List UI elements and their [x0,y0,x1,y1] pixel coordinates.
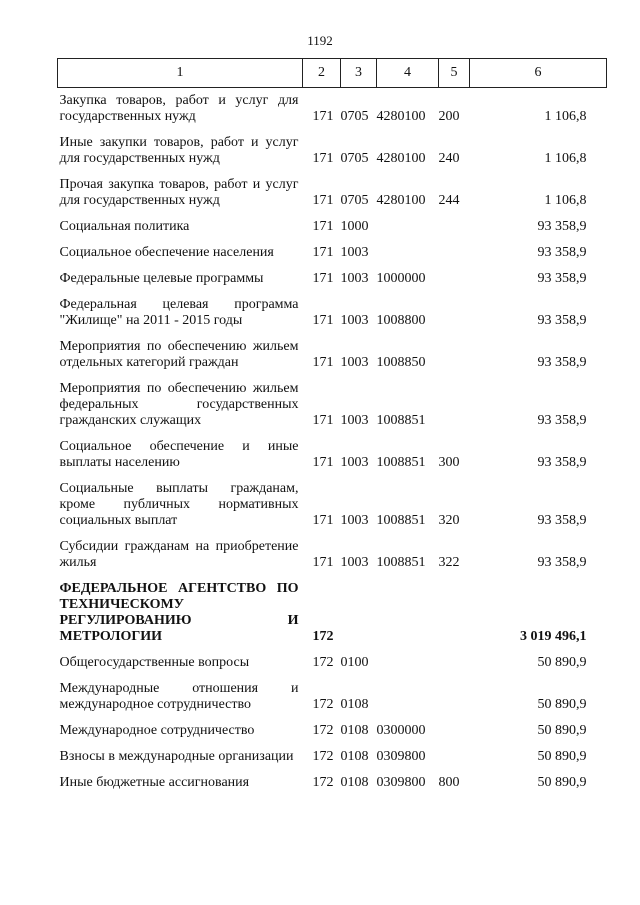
row-c5-cell [439,576,470,650]
row-c4-cell: 1008851 [376,513,426,528]
row-c3-cell: 1003 [340,555,369,570]
row-c3-cell: 1003 [340,313,369,328]
row-name-cell: Иные закупки товаров, работ и услуг для государственных нужд [59,135,299,166]
row-c3-cell: 1003 [340,271,369,286]
row-c2-cell: 172 [312,655,334,670]
table-row [58,130,607,172]
row-name-cell: Федеральная целевая программа "Жилище" на 2011 - 2015 годы [59,297,299,328]
table-row [58,434,607,476]
row-c4-cell: 1008851 [376,455,426,470]
row-c6-cell: 1 106,8 [544,109,587,124]
row-name-cell: Социальное обеспечение населения [59,245,274,260]
row-c5-cell [439,334,470,376]
row-c2-cell: 171 [312,313,334,328]
row-c2-cell: 171 [312,151,334,166]
row-c2-cell: 171 [312,513,334,528]
column-header: 2 [303,59,341,88]
row-c4-cell: 1008850 [376,355,426,370]
row-c3-cell: 0108 [340,749,369,764]
row-c6-cell: 1 106,8 [544,193,587,208]
row-c6-cell: 93 358,9 [537,455,587,470]
row-c3-cell: 1003 [340,413,369,428]
column-header: 1 [58,59,303,88]
row-c6-cell: 50 890,9 [537,749,587,764]
table-row [58,744,607,770]
row-c6-cell: 93 358,9 [537,513,587,528]
budget-table [57,58,607,796]
column-header: 6 [470,59,607,88]
row-c2-cell: 171 [312,455,334,470]
row-c2-cell: 171 [312,219,334,234]
row-name-cell: Взносы в международные организации [59,749,294,764]
row-c5-cell: 240 [438,151,460,166]
row-c5-cell [439,292,470,334]
row-c5-cell [439,718,470,744]
row-name-cell: Прочая закупка товаров, работ и услуг для государственных нужд [59,177,299,208]
row-c4-cell: 4280100 [376,151,426,166]
table-row [58,172,607,214]
row-c3-cell: 0705 [340,151,369,166]
table-row [58,214,607,240]
row-name-cell: Закупка товаров, работ и услуг для государственных нужд [59,93,299,124]
row-c6-cell: 93 358,9 [537,555,587,570]
table-row [58,718,607,744]
row-c5-cell: 322 [438,555,460,570]
row-c2-cell: 171 [312,413,334,428]
row-name-cell: Общегосударственные вопросы [59,655,250,670]
row-c3-cell: 0108 [340,775,369,790]
row-c5-cell [439,676,470,718]
row-c6-cell: 93 358,9 [537,245,587,260]
table-row [58,240,607,266]
row-name-cell: ФЕДЕРАЛЬНОЕ АГЕНТСТВО ПО ТЕХНИЧЕСКОМУ РЕГУЛИРОВАНИЮ И МЕТРОЛОГИИ [59,581,299,644]
row-c5-cell [439,650,470,676]
row-c3-cell: 1003 [340,455,369,470]
table-row [58,650,607,676]
row-c2-cell: 172 [312,697,334,712]
row-c4-cell [377,650,439,676]
row-c2-cell: 171 [312,193,334,208]
row-name-cell: Мероприятия по обеспечению жильем федеральных государственных гражданских служащих [59,381,299,428]
column-header: 5 [439,59,470,88]
row-c5-cell [439,376,470,434]
row-c2-cell: 171 [312,355,334,370]
row-c4-cell: 1008800 [376,313,426,328]
row-c2-cell: 171 [312,109,334,124]
row-c6-cell: 1 106,8 [544,151,587,166]
row-name-cell: Социальная политика [59,219,190,234]
table-header-row [58,59,607,88]
row-c5-cell [439,266,470,292]
row-c6-cell: 93 358,9 [537,355,587,370]
row-c5-cell: 200 [438,109,460,124]
table-row [58,476,607,534]
row-c2-cell: 172 [312,629,334,644]
row-name-cell: Международное сотрудничество [59,723,255,738]
row-c6-cell: 50 890,9 [537,655,587,670]
row-c4-cell: 4280100 [376,109,426,124]
column-header: 3 [341,59,377,88]
row-c4-cell [377,240,439,266]
row-c5-cell [439,214,470,240]
row-name-cell: Иные бюджетные ассигнования [59,775,250,790]
row-c3-cell: 0100 [340,655,369,670]
row-c2-cell: 171 [312,245,334,260]
table-row [58,534,607,576]
row-c6-cell: 3 019 496,1 [520,629,587,644]
row-c4-cell [377,676,439,718]
row-c3-cell: 0705 [340,193,369,208]
row-c6-cell: 50 890,9 [537,697,587,712]
row-c4-cell [377,576,439,650]
row-c6-cell: 50 890,9 [537,723,587,738]
row-c6-cell: 93 358,9 [537,313,587,328]
row-c6-cell: 50 890,9 [537,775,587,790]
row-c5-cell: 300 [438,455,460,470]
row-c3-cell: 0108 [340,723,369,738]
row-c4-cell: 4280100 [376,193,426,208]
row-c4-cell [377,214,439,240]
row-name-cell: Субсидии гражданам на приобретение жилья [59,539,299,570]
table-row [58,576,607,650]
row-c3-cell: 0108 [340,697,369,712]
row-c4-cell: 1000000 [376,271,426,286]
table-row [58,292,607,334]
row-c2-cell: 172 [312,723,334,738]
table-row [58,770,607,796]
row-c4-cell: 0309800 [376,775,426,790]
row-name-cell: Социальное обеспечение и иные выплаты населению [59,439,299,470]
table-row [58,334,607,376]
table-row [58,266,607,292]
column-header: 4 [377,59,439,88]
row-c3-cell: 1000 [340,219,369,234]
row-name-cell: Федеральные целевые программы [59,271,264,286]
row-c3-cell [341,576,377,650]
row-name-cell: Мероприятия по обеспечению жильем отдельных категорий граждан [59,339,299,370]
row-name-cell: Социальные выплаты гражданам, кроме публичных нормативных социальных выплат [59,481,299,528]
row-c6-cell: 93 358,9 [537,219,587,234]
row-c6-cell: 93 358,9 [537,271,587,286]
row-c3-cell: 1003 [340,513,369,528]
row-name-cell: Международные отношения и международное сотрудничество [59,681,299,712]
row-c3-cell: 1003 [340,355,369,370]
row-c5-cell [439,240,470,266]
row-c3-cell: 1003 [340,245,369,260]
row-c6-cell: 93 358,9 [537,413,587,428]
row-c5-cell: 244 [438,193,460,208]
page-number: 1192 [307,33,333,48]
table-row [58,676,607,718]
row-c4-cell: 1008851 [376,555,426,570]
row-c4-cell: 0309800 [376,749,426,764]
table-row [58,376,607,434]
row-c3-cell: 0705 [340,109,369,124]
row-c5-cell [439,744,470,770]
row-c2-cell: 172 [312,775,334,790]
row-c2-cell: 171 [312,555,334,570]
table-row [58,88,607,131]
row-c4-cell: 1008851 [376,413,426,428]
row-c2-cell: 171 [312,271,334,286]
row-c5-cell: 320 [438,513,460,528]
row-c2-cell: 172 [312,749,334,764]
row-c4-cell: 0300000 [376,723,426,738]
row-c5-cell: 800 [438,775,460,790]
